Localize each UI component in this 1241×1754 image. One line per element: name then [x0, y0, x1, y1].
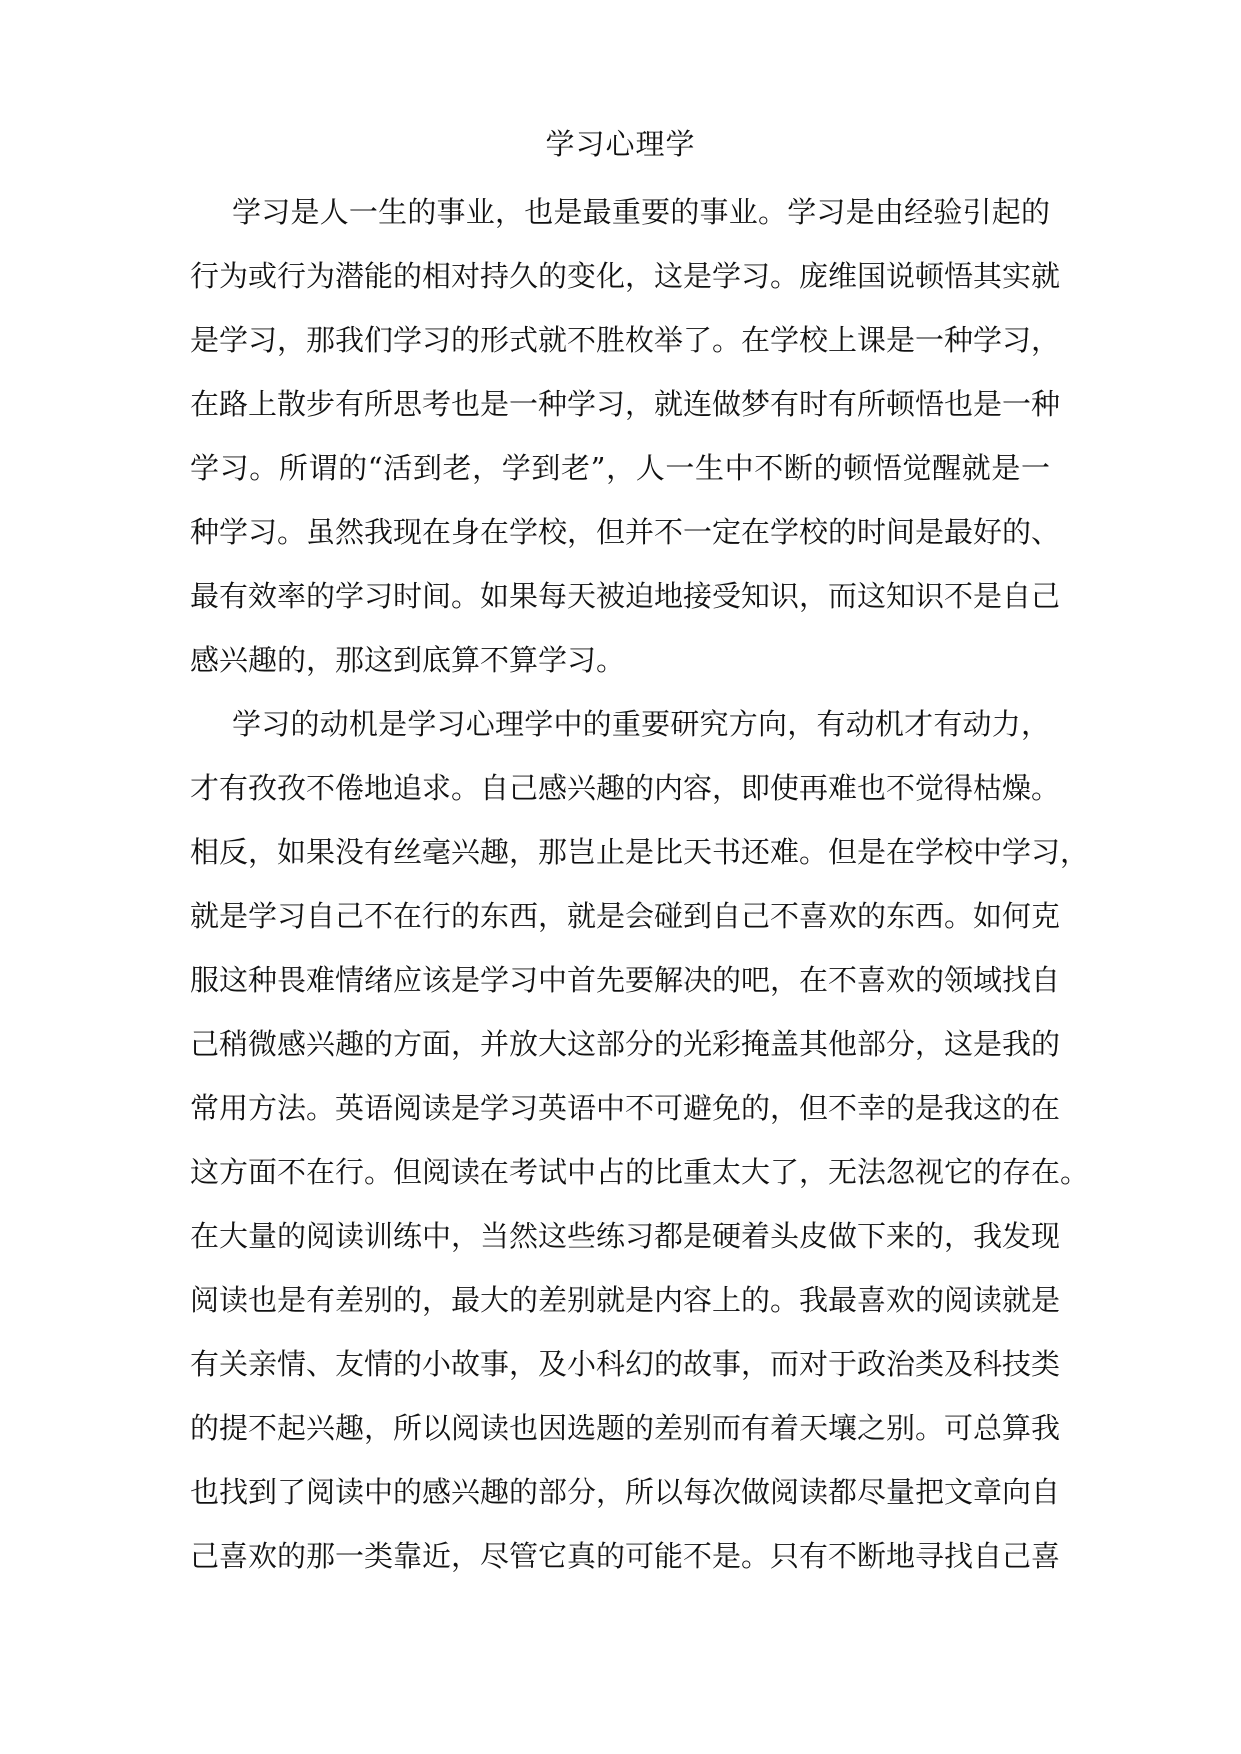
- paragraph-1-line: 感兴趣的，那这到底算不算学习。: [190, 643, 626, 677]
- paragraph-2-line: 有关亲情、友情的小故事，及小科幻的故事，而对于政治类及科技类: [190, 1347, 1061, 1381]
- paragraph-2-line: 在大量的阅读训练中，当然这些练习都是硬着头皮做下来的，我发现: [190, 1219, 1061, 1253]
- paragraph-1-line: 是学习，那我们学习的形式就不胜枚举了。在学校上课是一种学习，: [190, 323, 1061, 357]
- paragraph-1-line: 最有效率的学习时间。如果每天被迫地接受知识，而这知识不是自己: [190, 579, 1061, 613]
- document-body: [190, 180, 1090, 1588]
- document-title: 学习心理学: [545, 127, 696, 161]
- paragraph-2-line: 这方面不在行。但阅读在考试中占的比重太大了，无法忽视它的存在。: [190, 1155, 1090, 1189]
- paragraph-1-line: 学习。所谓的“活到老，学到老”，人一生中不断的顿悟觉醒就是一: [190, 451, 1050, 485]
- paragraph-2-line: 相反，如果没有丝毫兴趣，那岂止是比天书还难。但是在学校中学习，: [190, 835, 1090, 869]
- paragraph-1-line: 行为或行为潜能的相对持久的变化，这是学习。庞维国说顿悟其实就: [190, 259, 1061, 293]
- paragraph-2-line: 服这种畏难情绪应该是学习中首先要解决的吧，在不喜欢的领域找自: [190, 963, 1061, 997]
- paragraph-2-line: 学习的动机是学习心理学中的重要研究方向，有动机才有动力，: [232, 707, 1050, 741]
- paragraph-2-line: 才有孜孜不倦地追求。自己感兴趣的内容，即使再难也不觉得枯燥。: [190, 771, 1061, 805]
- paragraph-2-line: 己喜欢的那一类靠近，尽管它真的可能不是。只有不断地寻找自己喜: [190, 1539, 1061, 1573]
- paragraph-2-line: 就是学习自己不在行的东西，就是会碰到自己不喜欢的东西。如何克: [190, 899, 1061, 933]
- paragraph-1-line: 学习是人一生的事业，也是最重要的事业。学习是由经验引起的: [232, 195, 1050, 229]
- paragraph-1-line: 种学习。虽然我现在身在学校，但并不一定在学校的时间是最好的、: [190, 515, 1061, 549]
- paragraph-2-line: 阅读也是有差别的，最大的差别就是内容上的。我最喜欢的阅读就是: [190, 1283, 1061, 1317]
- paragraph-2-line: 己稍微感兴趣的方面，并放大这部分的光彩掩盖其他部分，这是我的: [190, 1027, 1061, 1061]
- paragraph-2-line: 的提不起兴趣，所以阅读也因选题的差别而有着天壤之别。可总算我: [190, 1411, 1061, 1445]
- paragraph-2-line: 常用方法。英语阅读是学习英语中不可避免的，但不幸的是我这的在: [190, 1091, 1061, 1125]
- paragraph-1-line: 在路上散步有所思考也是一种学习，就连做梦有时有所顿悟也是一种: [190, 387, 1061, 421]
- paragraph-2-line: 也找到了阅读中的感兴趣的部分，所以每次做阅读都尽量把文章向自: [190, 1475, 1061, 1509]
